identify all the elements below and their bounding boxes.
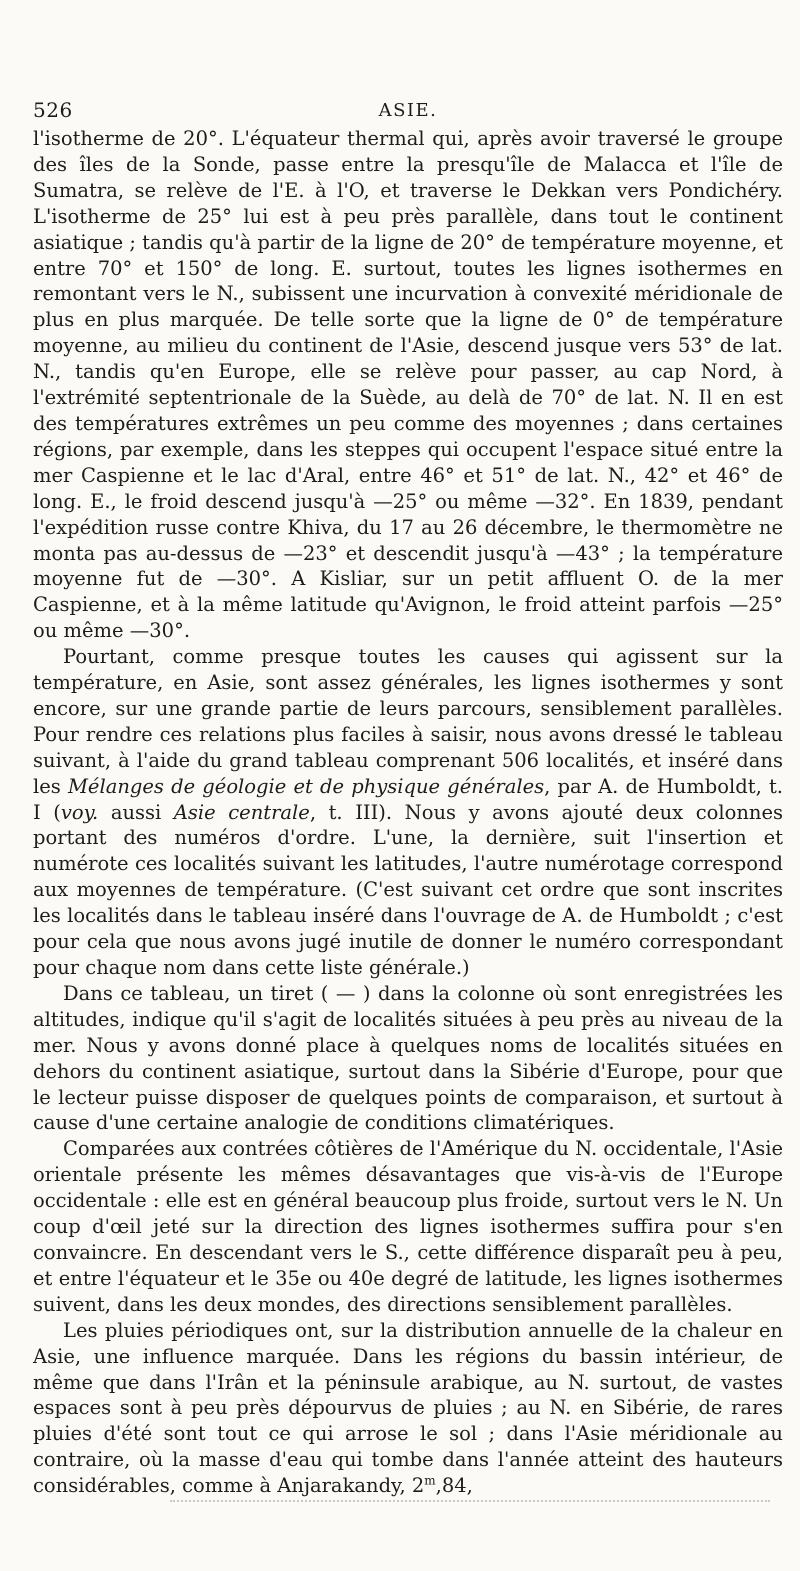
italic-title-melanges: Mélanges de géologie et de physique générales [67, 774, 545, 798]
running-title: ASIE. [378, 100, 438, 121]
paragraph-5: Les pluies périodiques ont, sur la distribution annuelle de la chaleur en Asie, une influence marquée. Dans les régions du bassin intérieur, de même que dans l'Irân et la péninsule arabique, au N. surtout, de vastes espaces sont à peu près dépourvus de pluies ; au N. en Sibérie, de rares pluies d'été sont tout ce qui arrose le sol ; dans l'Asie méridionale au contraire, où la masse d'eau qui tombe dans l'année atteint des hauteurs considérables, comme à Anjarakandy, 2$^m$,84, [33, 1318, 783, 1498]
paragraph-3: Dans ce tableau, un tiret ( — ) dans la colonne où sont enregistrées les altitudes, indique qu'il s'agit de localités situées à peu près au niveau de la mer. Nous y avons donné place à quelques noms de localités situées en dehors du continent asiatique, surtout dans la Sibérie d'Europe, pour que le lecteur puisse disposer de quelques points de comparaison, et surtout à cause d'une certaine analogie de conditions climatériques. [33, 981, 783, 1135]
book-page [33, 98, 783, 1499]
paragraph-1: l'isotherme de 20°. L'équateur thermal qui, après avoir traversé le groupe des îles de la Sonde, passe entre la presqu'île de Malacca et l'île de Sumatra, se relève de l'E. à l'O, et traverse le Dekkan vers Pondichéry. L'isotherme de 25° lui est à peu près parallèle, dans tout le continent asiatique ; tandis qu'à partir de la ligne de 20° de température moyenne, et entre 70° et 150° de long. E. surtout, toutes les lignes isothermes en remontant vers le N., subissent une incurvation à convexité méridionale de plus en plus marquée. De telle sorte que la ligne de 0° de température moyenne, au milieu du continent de l'Asie, descend jusque vers 53° de lat. N., tandis qu'en Europe, elle se relève pour passer, au cap Nord, à l'extrémité septentrionale de la Suède, au delà de 70° de lat. N. Il en est des températures extrêmes un peu comme des moyennes ; dans certaines régions, par exemple, dans les steppes qui occupent l'espace situé entre la mer Caspienne et le lac d'Aral, entre 46° et 51° de lat. N., 42° et 46° de long. E., le froid descend jusqu'à —25° ou même —32°. En 1839, pendant l'expédition russe contre Khiva, du 17 au 26 décembre, le thermomètre ne monta pas au-dessus de —23° et descendit jusqu'à —43° ; la température moyenne fut de —30°. A Kisliar, sur un petit affluent O. de la mer Caspienne, et à la même latitude qu'Avignon, le froid atteint parfois —25° ou même —30°. [33, 127, 783, 643]
page-number: 526 [33, 98, 73, 122]
paragraph-4: Comparées aux contrées côtières de l'Amérique du N. occidentale, l'Asie orientale présente les mêmes désavantages que vis-à-vis de l'Europe occidentale : elle est en général beaucoup plus froide, surtout vers le N. Un coup d'œil jeté sur la direction des lignes isothermes suffira pour s'en convaincre. En descendant vers le S., cette différence disparaît peu à peu, et entre l'équateur et le 35e ou 40e degré de latitude, les lignes isothermes suivent, dans les deux mondes, des directions sensiblement parallèles. [33, 1137, 783, 1316]
page-header [33, 98, 783, 124]
italic-title-asie-centrale: Asie centrale [173, 800, 310, 824]
page-bottom-dotted-rule [170, 1500, 770, 1508]
paragraph-2: Pourtant, comme presque toutes les causes qui agissent sur la température, en Asie, sont assez générales, les lignes isothermes y sont encore, sur une grande partie de leurs parcours, sensiblement parallèles. Pour rendre ces relations plus faciles à saisir, nous avons dressé le tableau suivant, à l'aide du grand tableau comprenant 506 localités, et inséré dans les Mélanges de géologie et de physique générales, par A. de Humboldt, t. I (voy. aussi Asie centrale, t. III). Nous y avons ajouté deux colonnes portant des numéros d'ordre. L'une, la dernière, suit l'insertion et numérote ces localités suivant les latitudes, l'autre numérotage correspond aux moyennes de température. (C'est suivant cet ordre que sont inscrites les localités dans le tableau inséré dans l'ouvrage de A. de Humboldt ; c'est pour cela que nous avons jugé inutile de donner le numéro correspondant pour chaque nom dans cette liste générale.) [33, 645, 784, 979]
